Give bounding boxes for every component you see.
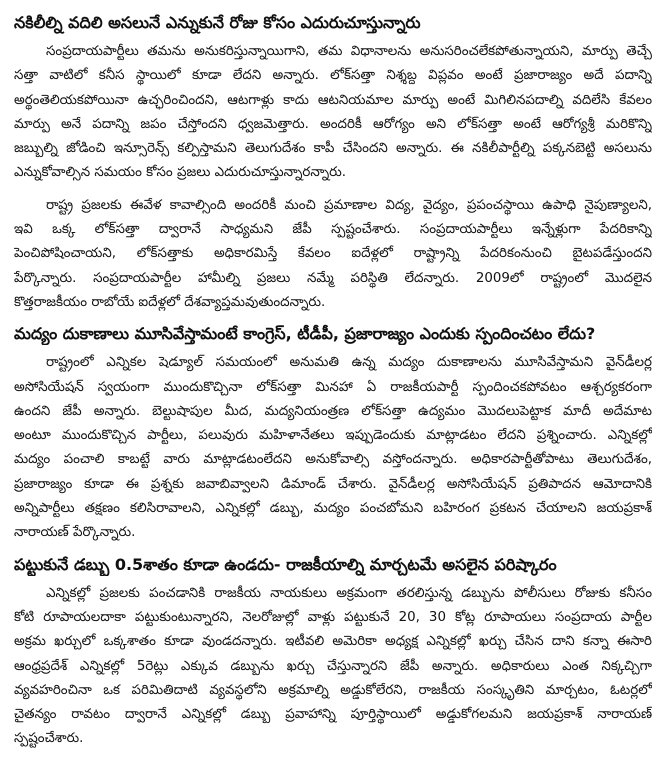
paragraph-line: కొత్తరాజకీయం రాబోయే ఐదేళ్లలో దేశవ్యాప్తమవుతుందన్నారు. [14,294,326,310]
paragraph-line: సంప్రదాయపార్టీలు తమను అనుకరిస్తున్నాయిగాని, తమ విధానాలను అనుసరించలేకపోతున్నాయని, మార్పు తెచ్చే [46,44,652,59]
paragraph-line: ఇవి ఒక్క లోక్‌సత్తా ద్వారానే సాధ్యమని జేపీ స్పష్టంచేశారు. సంప్రదాయపార్టీలు ఇన్నేళ్లుగా పేదరికాన్ని [14,222,652,238]
paragraph [14,194,652,315]
paragraph-line: అంటూ ముందుకొచ్చిన పార్టీలు, పలువురు మహిళానేతలు ఇప్పుడెందుకు మాట్లాడటం లేదని ప్రశ్నించారు. ఎన్నికల్లో [14,428,652,444]
paragraph [14,582,652,752]
paragraph-line: అక్రమ ఖర్చులో ఒక్కశాతం కూడా వుండదన్నారు. ఇటీవలి అమెరికా అధ్యక్ష ఎన్నికల్లో ఖర్చు చేసిన దాని కన్నా ఈసారి [14,634,652,650]
paragraph-line: నారాయణ్ పేర్కొన్నారు. [14,525,136,541]
section-heading: మద్యం దుకాణాలు మూసివేస్తామంటే కాంగ్రెస్, టీడీపీ, ప్రజారాజ్యం ఎందుకు స్పందించటం లేదు? [14,324,596,344]
paragraph [14,40,652,186]
paragraph-line: రాష్ట్ర ప్రజలకు ఈవేళ కావాల్సింది అందరికీ మంచి ప్రమాణాల విద్య, వైద్యం, ప్రపంచస్థాయి ఉపాధి నైపుణ్యాలని, [46,197,652,213]
paragraph-line: మద్యం పంచాలి కాబట్టే వారు మాట్లాడటంలేదని అనుకోవాల్సి వస్తోందన్నారు. అధికారపార్టీతోపాటు తెలుగుదేశం, [14,452,652,468]
paragraph-line: పెంచిపోషించాయని, లోక్‌సత్తాకు అధికారమిస్తే కేవలం ఐదేళ్లలో రాష్ట్రాన్ని పేదరికంనుంచి బైటపడేస్తుందని [14,246,652,262]
paragraph-line: అర్థంతెలియకపోయినా ఉచ్ఛరించిందని, ఆటగాళ్లు కాదు ఆటనియమాల మార్పు అంటే మిగిలినపదాల్ని వదిలేసి కేవలం [14,92,652,108]
paragraph-line: ఎన్నికల్లో ప్రజలకు పంచడానికి రాజకీయ నాయకులు అక్రమంగా తరలిస్తున్న డబ్బును పోలీసులు రోజుకు కనీసం [46,585,652,601]
paragraph [14,351,652,545]
paragraph-line: కోటి రూపాయలదాకా పట్టుకుంటున్నారని, నెలరోజుల్లో వాళ్లు పట్టుకునే 20, 30 కోట్ల రూపాయలు సంప్రదాయ పార్టీల [14,609,652,625]
paragraph-line: చైతన్యం రావటం ద్వారానే ఎన్నికల్లో డబ్బు ప్రవాహాన్ని పూర్తిస్థాయిలో అడ్డుకోగలమని జయప్రకాశ్ నారాయణ్ [14,707,652,723]
paragraph-line: మార్పు అనే పదాన్ని జపం చేస్తోందని ధ్వజమెత్తారు. అందరికీ ఆరోగ్యం అని లోక్‌సత్తా అంటే ఆరోగ్యశ్రీ మరికొన్ని [14,116,652,132]
section-heading: నకిలీల్ని వదిలి అసలునే ఎన్నుకునే రోజు కోసం ఎదురుచూస్తున్నారు [14,13,421,32]
paragraph-line: స్పష్టంచేశారు. [14,731,84,747]
section-heading: పట్టుకునే డబ్బు 0.5శాతం కూడా ఉండదు- రాజకీయాల్ని మార్చటమే అసలైన పరిష్కారం [14,554,557,574]
paragraph-line: ప్రజారాజ్యం కూడా ఈ ప్రశ్నకు జవాబివ్వాలని డిమాండ్ చేశారు. వైన్‌డీలర్ల అసోసియేషన్ ప్రతిపాదన ఆమోదానికి [14,476,652,492]
paragraph-line: జబ్బుల్ని జోడించి ఇన్సూరెన్స్ కల్పిస్తామని తెలుగుదేశం కాపీ చేసిందని అన్నారు. ఈ నకిలీపార్టీల్ని పక్కనబెట్టి అసలును [14,141,652,157]
paragraph-line: అసోసియేషన్ స్వయంగా ముందుకొచ్చినా లోక్‌సత్తా మినహా ఏ రాజకీయపార్టీ స్పందించకపోవటం ఆశ్చర్యకరంగా [14,379,652,395]
paragraph-line: రాష్ట్రంలో ఎన్నికల షెడ్యూల్ సమయంలో అనుమతి ఉన్న మద్యం దుకాణాలను మూసివేస్తామని వైన్‌డీలర్ల [46,355,652,371]
paragraph-line: పేర్కొన్నారు. సంప్రదాయపార్టీల హామీల్ని ప్రజలు నమ్మే పరిస్థితి లేదన్నారు. 2009లో రాష్ట్రంలో మొదలైన [14,270,652,286]
paragraph-line: వ్యవహరించినా ఒక పరిమితిదాటి వ్యవస్థలోని అక్రమాల్ని అడ్డుకోలేరని, రాజకీయ సంస్కృతిని మార్చటం, ఓటర్లలో [14,682,652,698]
paragraph-line: అన్నిపార్టీలు తక్షణం కలిసిరావాలని, ఎన్నికల్లో డబ్బు, మద్యం పంచబోమని బహిరంగ ప్రకటన చేయాలని జయప్రకాశ్ [14,501,652,517]
paragraph-line: ఆంధ్రప్రదేశ్ ఎన్నికల్లో 5రెట్లు ఎక్కువ డబ్బును ఖర్చు చేస్తున్నారని జేపీ అన్నారు. అధికారులు ఎంత నిక్కచ్చిగా [14,658,652,674]
paragraph-line: సత్తా వాటిలో కనీస స్థాయిలో కూడా లేదని అన్నారు. లోక్‌సత్తా నిశ్శబ్ద విప్లవం అంటే ప్రజారాజ్యం అదే పదాన్ని [14,68,652,84]
paragraph-line: ఉందని జేపీ అన్నారు. బెల్టుషాపుల మీద, మద్యనియంత్రణ లోక్‌సత్తా ఉద్యమం మొదలుపెట్టాక మాదీ అదేమాట [14,403,652,419]
paragraph-line: ఎన్నుకోవాల్సిన సమయం కోసం ప్రజలు ఎదురుచూస్తున్నారన్నారు. [14,165,346,181]
